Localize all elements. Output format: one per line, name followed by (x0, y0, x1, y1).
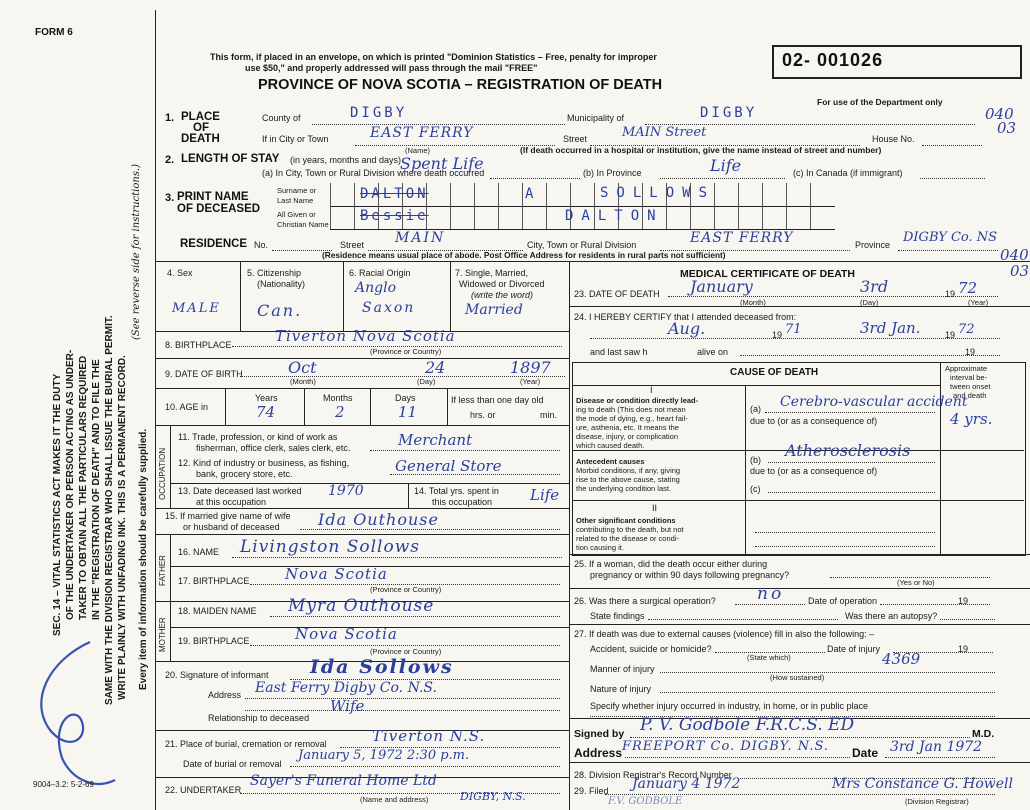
given-struck-value: Bessie (360, 208, 429, 224)
letter-box-divider (498, 183, 499, 206)
letter-box-divider (738, 206, 739, 229)
letter-box-divider (594, 183, 595, 206)
residence-note: (Residence means usual place of abode. Post Office Address for residents in rural parts not sufficient) (322, 250, 726, 260)
side-instructions-3: TAKER TO OBTAIN ALL THE PARTICULARS REQUIRED (78, 355, 89, 620)
dept-code-2: 03 (997, 119, 1017, 137)
dob-day-value: 24 (425, 358, 446, 377)
signer-address-value: FREEPORT Co. DIGBY. N.S. (622, 739, 830, 754)
letter-box-divider (546, 206, 547, 229)
certify-label: 24. I HEREBY CERTIFY that I attended deceased from: (574, 312, 797, 322)
side-instructions-2: OF THE UNDERTAKER OR PERSON ACTING AS UNDER- (65, 349, 76, 620)
burial-date-label: Date of burial or removal (183, 759, 282, 769)
side-instructions-4: IN THE "REGISTRATION OF DEATH" AND TO FILE THE (91, 359, 102, 620)
age-label: 10. AGE in (165, 402, 209, 412)
footer-code: 9004–3.2: 5-2-69 (33, 780, 94, 789)
residence-label: RESIDENCE (180, 238, 248, 250)
registrar-value: Mrs Constance G. Howell (832, 776, 1014, 792)
sign-date-value: 3rd Jan 1972 (890, 739, 983, 755)
father-side-label: FATHER (158, 555, 167, 586)
marital-value: Married (465, 302, 523, 318)
marital-label-c: (write the word) (471, 290, 534, 300)
industry-label-a: 12. Kind of industry or business, as fishing, (178, 458, 350, 468)
father-birthplace-label: 17. BIRTHPLACE (178, 576, 250, 586)
trade-value: Merchant (398, 431, 473, 449)
mother-birthplace-value: Nova Scotia (295, 625, 398, 643)
how-sustained-caption: (How sustained) (770, 673, 825, 682)
part-two-label: II (652, 503, 658, 513)
marital-label-b: Widowed or Divorced (459, 279, 545, 289)
dob-month-caption: (Month) (290, 377, 316, 386)
surname-initial-value: A (525, 186, 537, 202)
christian-label: Christian Name (277, 220, 329, 229)
res-no-label: No. (254, 240, 269, 250)
top-section-divider (155, 261, 1030, 262)
res-province-label: Province (855, 240, 891, 250)
trade-label-b: fisherman, office clerk, sales clerk, etc. (196, 443, 351, 453)
stay-province-label: (b) In Province (583, 168, 642, 178)
s3-title-b: OF DECEASED (177, 203, 261, 215)
surname-label: Surname or (277, 186, 317, 195)
sign-date-label: Date (852, 746, 879, 760)
informant-address-value: East Ferry Digby Co. N.S. (255, 680, 437, 696)
father-name-value: Livingston Sollows (240, 537, 421, 557)
letter-box-divider (714, 206, 715, 229)
birthplace-value: Tiverton Nova Scotia (275, 327, 456, 345)
nationality-caption: (Nationality) (257, 279, 306, 289)
father-birthplace-caption: (Province or Country) (370, 585, 442, 594)
undertaker-label: 22. UNDERTAKER (165, 785, 242, 795)
death-day-value: 3rd (860, 277, 889, 296)
county-label: County of (262, 113, 301, 123)
marital-label-a: 7. Single, Married, (455, 268, 529, 278)
letter-box-divider (474, 183, 475, 206)
age-days-caption: Days (395, 393, 416, 403)
death-month-value: January (690, 277, 753, 296)
burial-place-label: 21. Place of burial, cremation or removal (165, 739, 327, 749)
spouse-label-a: 15. If married give name of wife (165, 511, 291, 521)
letter-box-divider (522, 206, 523, 229)
side-instructions-1: SEC. 14 – VITAL STATISTICS ACT MAKES IT THE DUTY (52, 373, 63, 636)
part-one-label: I (650, 385, 653, 395)
death-year-value: 72 (958, 279, 978, 297)
surname-value: SOLLOWS (600, 185, 716, 201)
pregnancy-label-b: pregnancy or within 90 days following pregnancy? (590, 570, 790, 580)
spouse-label-b: or husband of deceased (183, 522, 280, 532)
s2-title: LENGTH OF STAY (181, 153, 280, 165)
res-street-label: Street (340, 240, 365, 250)
last-worked-value: 1970 (328, 483, 364, 499)
letter-box-divider (330, 206, 331, 229)
trade-label-a: 11. Trade, profession, or kind of work as (178, 432, 338, 442)
attend-to-value: 3rd Jan. (860, 319, 921, 337)
hrs-label: hrs. or (470, 410, 496, 420)
dept-code-4: 03 (1010, 262, 1030, 280)
interval-caption-4: and death (953, 391, 987, 400)
min-label: min. (540, 410, 558, 420)
letter-box-divider (762, 183, 763, 206)
cause-desc-4: ure, asthenia, etc. It means the (576, 423, 679, 432)
sex-value: MALE (172, 301, 221, 316)
s3-title: PRINT NAME (177, 191, 249, 203)
mother-birthplace-caption: (Province or Country) (370, 647, 442, 656)
dob-label: 9. DATE OF BIRTH (165, 369, 243, 379)
attend-from-year-value: 71 (785, 322, 802, 337)
stay-province-value: Life (710, 156, 742, 175)
attend-from-value: Aug. (668, 319, 706, 338)
death-day-caption: (Day) (860, 298, 879, 307)
father-name-label: 16. NAME (178, 547, 220, 557)
informant-address-label: Address (208, 690, 242, 700)
undertaker-value: Sayer's Funeral Home Ltd (250, 773, 437, 789)
letter-box-divider (450, 206, 451, 229)
date-injury-label: Date of injury (827, 644, 881, 654)
father-birthplace-value: Nova Scotia (285, 565, 388, 583)
injury-number-value: 4369 (882, 650, 921, 668)
record-number-label: 28. Division Registrar's Record Number (574, 770, 732, 780)
relationship-label: Relationship to deceased (208, 713, 310, 723)
letter-box-divider (786, 183, 787, 206)
form-id: FORM 6 (35, 27, 73, 38)
cause-a-label: (a) (750, 404, 761, 414)
years-spent-label-a: 14. Total yrs. spent in (414, 486, 499, 496)
s3-number: 3. (165, 192, 175, 204)
manner-label: Manner of injury (590, 664, 655, 674)
mailing-note-line1: This form, if placed in an envelope, on which is printed "Dominion Statistics – Free, penalty for improper (210, 52, 657, 62)
signed-by-label: Signed by (574, 728, 625, 740)
registration-number: 02- 001026 (782, 50, 884, 70)
attend-to-year-value: 72 (958, 322, 975, 337)
age-days-value: 11 (398, 403, 418, 421)
cause-title: CAUSE OF DEATH (730, 367, 819, 378)
industry-value: General Store (395, 457, 502, 475)
other-sig-1: Other significant conditions (576, 516, 676, 525)
death-year-prefix: 19 (945, 289, 956, 299)
birthplace-label: 8. BIRTHPLACE (165, 340, 232, 350)
letter-box-divider (498, 206, 499, 229)
other-sig-2: contributing to the death, but not (576, 525, 684, 534)
margin-signature-scrawl (20, 630, 130, 800)
cause-b-label: (b) (750, 455, 761, 465)
s2-subtitle: (in years, months and days) (290, 155, 402, 165)
left-frame-line (155, 10, 156, 810)
hospital-note: (If death occurred in a hospital or institution, give the name instead of street and number) (520, 145, 882, 155)
stay-city-label: (a) In City, Town or Rural Division where death occurred (262, 168, 485, 178)
signed-by-value: P. V. Godbole F.R.C.S. ED (640, 715, 855, 735)
antecedent-1: Antecedent causes (576, 457, 645, 466)
yes-no-caption: (Yes or No) (897, 578, 935, 587)
letter-box-divider (738, 183, 739, 206)
s1-number: 1. (165, 112, 175, 124)
death-month-caption: (Month) (740, 298, 766, 307)
cause-b-value: Atherosclerosis (785, 441, 911, 460)
death-date-label: 23. DATE OF DEATH (574, 289, 660, 299)
city-name-caption: (Name) (405, 146, 431, 155)
center-column-line (569, 261, 570, 810)
racial-origin-label: 6. Racial Origin (349, 268, 411, 278)
age-years-caption: Years (255, 393, 278, 403)
other-sig-4: tion causing it. (576, 543, 624, 552)
surname-struck-value: DALTON (360, 186, 429, 202)
injury-year-prefix: 19 (958, 644, 969, 654)
street-label: Street (563, 134, 588, 144)
municipality-label: Municipality of (567, 113, 625, 123)
street-value: MAIN Street (622, 125, 707, 140)
s2-number: 2. (165, 154, 175, 166)
cause-desc-6: which caused death. (576, 441, 645, 450)
dob-year-caption: (Year) (520, 377, 541, 386)
antecedent-3: rise to the above cause, stating (576, 475, 680, 484)
mother-maiden-label: 18. MAIDEN NAME (178, 606, 257, 616)
specify-label: Specify whether injury occurred in industry, in home, or in public place (590, 701, 868, 711)
letter-box-divider (474, 206, 475, 229)
cause-desc-5: disease, injury, or complication (576, 432, 678, 441)
antecedent-4: the underlying condition last. (576, 484, 672, 493)
stay-city-value: Spent Life (400, 154, 484, 173)
birthplace-caption: (Province or Country) (370, 347, 442, 356)
attend-to-prefix: 19 (945, 330, 956, 340)
filed-label: 29. Filed (574, 786, 609, 796)
interval-caption-1: Approximate (945, 364, 988, 373)
pregnancy-label-a: 25. If a woman, did the death occur either during (574, 559, 768, 569)
page-title: PROVINCE OF NOVA SCOTIA – REGISTRATION OF DEATH (258, 77, 663, 93)
nature-label: Nature of injury (590, 684, 652, 694)
res-city-value: EAST FERRY (690, 230, 794, 246)
due-to-b-label: due to (or as a consequence of) (750, 466, 878, 476)
autopsy-label: Was there an autopsy? (845, 611, 938, 621)
letter-box-divider (810, 206, 811, 229)
burial-place-value: Tiverton N.S. (372, 727, 486, 745)
letter-box-divider (762, 206, 763, 229)
municipality-value: DIGBY (700, 105, 758, 121)
mother-side-label: MOTHER (158, 617, 167, 652)
age-years-value: 74 (256, 403, 276, 421)
years-spent-value: Life (530, 486, 560, 504)
accident-label: Accident, suicide or homicide? (590, 644, 712, 654)
side-instructions-5: SAME WITH THE DIVISION REGISTRAR WHO SHALL ISSUE THE BURIAL PERMIT. (104, 315, 115, 705)
relationship-value: Wife (330, 697, 365, 715)
s1-title: PLACE (181, 111, 220, 123)
antecedent-2: Morbid conditions, if any, giving (576, 466, 681, 475)
informant-value: Ida Sollows (310, 656, 454, 678)
letter-box-divider (546, 183, 547, 206)
res-province-value: DIGBY Co. NS (903, 230, 998, 245)
sex-label: 4. Sex (167, 268, 193, 278)
res-city-label: City, Town or Rural Division (527, 240, 637, 250)
surgery-value: no (757, 584, 785, 604)
informant-label: 20. Signature of informant (165, 670, 269, 680)
side-every-item: Every item of information should be carefully supplied. (138, 428, 149, 690)
citizenship-value: Can. (257, 301, 303, 320)
given-label: All Given or (277, 210, 316, 219)
last-saw-prefix: 19 (965, 347, 976, 357)
citizenship-label: 5. Citizenship (247, 268, 302, 278)
dob-year-value: 1897 (510, 358, 551, 377)
side-reverse-note: (See reverse side for instructions.) (131, 163, 142, 340)
mother-birthplace-label: 19. BIRTHPLACE (178, 636, 250, 646)
mother-maiden-value: Myra Outhouse (288, 596, 435, 616)
other-sig-3: related to the disease or condi- (576, 534, 679, 543)
interval-caption-2: interval be- (950, 373, 988, 382)
cause-a-value: Cerebro-vascular accident (780, 394, 968, 410)
letter-box-divider (522, 183, 523, 206)
last-worked-label-a: 13. Date deceased last worked (178, 486, 302, 496)
letter-box-divider (450, 183, 451, 206)
city-town-value: EAST FERRY (370, 125, 474, 141)
lastname-label: Last Name (277, 196, 314, 205)
attend-from-prefix: 19 (772, 330, 783, 340)
spouse-value: Ida Outhouse (318, 510, 439, 529)
death-year-caption: (Year) (968, 298, 989, 307)
letter-box-divider (570, 183, 571, 206)
letter-box-divider (690, 206, 691, 229)
dob-day-caption: (Day) (417, 377, 436, 386)
state-findings-label: State findings (590, 611, 645, 621)
years-spent-label-b: this occupation (432, 497, 493, 507)
division-registrar-caption: (Division Registrar) (905, 797, 969, 806)
filed-value: January 4 1972 (632, 776, 741, 792)
cause-desc-3: the mode of dying, e.g., heart fail- (576, 414, 688, 423)
cause-desc-2: ing to death (This does not mean (576, 405, 686, 414)
letter-box-divider (786, 206, 787, 229)
medical-certificate-title: MEDICAL CERTIFICATE OF DEATH (680, 268, 855, 280)
signer-address-label: Address (574, 746, 623, 760)
md-label: M.D. (972, 728, 995, 740)
external-causes-label: 27. If death was due to external causes (violence) fill in also the following: – (574, 629, 875, 639)
s1-title-death: DEATH (181, 133, 220, 145)
less-than-day-label: If less than one day old (451, 395, 544, 405)
mailing-note-line2: use $50," and properly addressed will pass through the mail "FREE" (245, 63, 538, 73)
cause-desc-1: Disease or condition directly lead- (576, 396, 699, 405)
letter-box-divider (330, 183, 331, 206)
dept-code-1: 040 (985, 105, 1014, 123)
op-year-prefix: 19 (958, 596, 969, 606)
given-value: DALTON (565, 208, 664, 224)
county-value: DIGBY (350, 105, 408, 121)
interval-caption-3: tween onset (950, 382, 991, 391)
house-no-label: House No. (872, 134, 915, 144)
alive-on-label: alive on (697, 347, 729, 357)
burial-date-value: January 5, 1972 2:30 p.m. (298, 748, 470, 763)
dept-code-3: 040 (1000, 246, 1029, 264)
letter-box-divider (354, 183, 355, 206)
letter-box-divider (666, 206, 667, 229)
age-months-value: 2 (335, 403, 345, 421)
letter-box-divider (354, 206, 355, 229)
industry-label-b: bank, grocery store, etc. (196, 469, 293, 479)
surgery-label: 26. Was there a surgical operation? (574, 596, 716, 606)
filed-note-value: F.V. GODBOLE (608, 796, 683, 807)
cause-c-label: (c) (750, 484, 761, 494)
undertaker-address-value: DIGBY, N.S. (460, 790, 526, 803)
state-which-caption: (State which) (747, 653, 791, 662)
due-to-a-label: due to (or as a consequence of) (750, 416, 878, 426)
dob-month-value: Oct (288, 358, 317, 377)
last-saw-label: and last saw h (590, 347, 648, 357)
s1-title-of: OF (193, 122, 209, 134)
occupation-side-label: OCCUPATION (158, 447, 167, 500)
racial-origin-value-2: Saxon (362, 300, 416, 316)
cause-a-interval-value: 4 yrs. (950, 410, 993, 428)
op-date-label: Date of operation (808, 596, 878, 606)
letter-box-divider (810, 183, 811, 206)
age-months-caption: Months (323, 393, 353, 403)
res-street-value: MAIN (395, 230, 446, 246)
stay-canada-label: (c) In Canada (if immigrant) (793, 168, 903, 178)
last-worked-label-b: at this occupation (196, 497, 267, 507)
side-instructions-6: WRITE PLAINLY WITH UNFADING INK. THIS IS A PERMANENT RECORD. (117, 355, 128, 700)
dept-use-label: For use of the Department only (817, 97, 943, 107)
city-town-label: If in City or Town (262, 134, 329, 144)
racial-origin-value-1: Anglo (355, 280, 396, 296)
undertaker-caption: (Name and address) (360, 795, 429, 804)
